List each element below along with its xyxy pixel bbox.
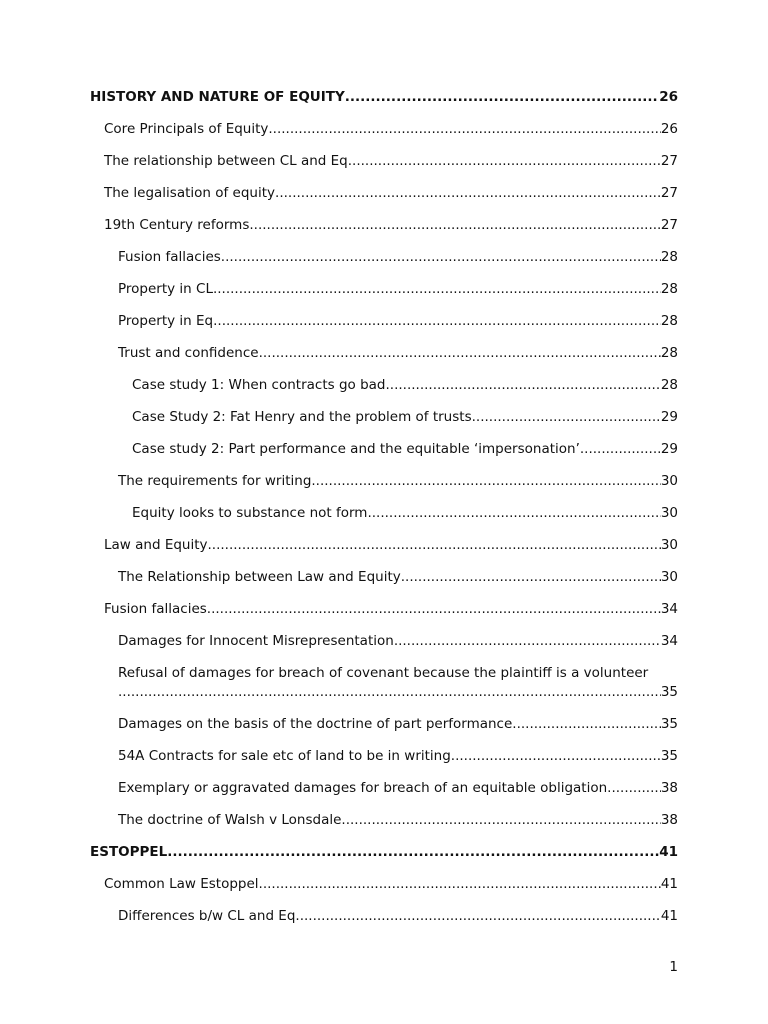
- toc-leader-dots: [607, 779, 661, 798]
- toc-entry-label: Differences b/w CL and Eq: [118, 908, 296, 924]
- toc-entry-page: 28: [660, 249, 678, 265]
- toc-entry-label: The doctrine of Walsh v Lonsdale: [118, 812, 342, 828]
- toc-entry-label: Refusal of damages for breach of covenant because the plaintiff is a volunteer: [118, 665, 649, 681]
- toc-entry-label: Exemplary or aggravated damages for breach of an equitable obligation: [118, 780, 608, 796]
- toc-entry-label: Property in Eq: [118, 313, 214, 329]
- toc-leader-dots: [275, 184, 661, 203]
- toc-entry[interactable]: [90, 664, 678, 702]
- toc-leader-dots: [118, 683, 661, 702]
- toc-entry[interactable]: [90, 120, 678, 139]
- toc-entry[interactable]: [90, 280, 678, 299]
- toc-entry[interactable]: [90, 152, 678, 171]
- toc-leader-dots: [295, 907, 660, 926]
- toc-entry-label: Equity looks to substance not form: [132, 505, 368, 521]
- toc-entry[interactable]: [90, 88, 678, 107]
- toc-entry-label: Case study 1: When contracts go bad: [132, 377, 386, 393]
- toc-entry[interactable]: [90, 843, 678, 862]
- toc-entry[interactable]: [90, 747, 678, 766]
- toc-leader-dots: [367, 504, 660, 523]
- toc-entry-label: Common Law Estoppel: [104, 876, 259, 892]
- toc-entry-label: Law and Equity: [104, 537, 208, 553]
- toc-leader-dots: [472, 408, 661, 427]
- toc-leader-dots: [259, 875, 661, 894]
- toc-leader-dots: [213, 280, 661, 299]
- toc-leader-dots: [208, 536, 661, 555]
- toc-leader-dots: [311, 472, 660, 491]
- toc-entry-label: The requirements for writing: [118, 473, 312, 489]
- toc-entry-label: ESTOPPEL: [90, 844, 168, 860]
- toc-entry-label: 19th Century reforms: [104, 217, 250, 233]
- toc-entry-label: Core Principals of Equity: [104, 121, 269, 137]
- toc-entry-page: 38: [660, 812, 678, 828]
- toc-entry-label: HISTORY AND NATURE OF EQUITY: [90, 89, 345, 105]
- toc-entry[interactable]: [90, 344, 678, 363]
- toc-entry-page: 28: [660, 281, 678, 297]
- toc-entry-page: 27: [660, 185, 678, 201]
- toc-entry-label: Fusion fallacies: [118, 249, 221, 265]
- toc-entry-label: Fusion fallacies: [104, 601, 207, 617]
- toc-entry[interactable]: [90, 536, 678, 555]
- toc-leader-dots: [207, 600, 661, 619]
- toc-entry-page: 28: [660, 345, 678, 361]
- toc-entry-page: 30: [660, 537, 678, 553]
- toc-entry[interactable]: [90, 568, 678, 587]
- toc-entry[interactable]: [90, 440, 678, 459]
- toc-entry[interactable]: [90, 504, 678, 523]
- toc-entry[interactable]: [90, 472, 678, 491]
- toc-leader-dots: [451, 747, 661, 766]
- toc-entry-label: 54A Contracts for sale etc of land to be in writing: [118, 748, 451, 764]
- toc-entry-page: 34: [660, 601, 678, 617]
- toc-entry-page: 41: [660, 908, 678, 924]
- toc-entry[interactable]: [90, 811, 678, 830]
- toc-entry-page: 26: [660, 121, 678, 137]
- toc-entry-page: 41: [659, 844, 678, 860]
- toc-leader-dots: [213, 312, 661, 331]
- toc-entry-label: The Relationship between Law and Equity: [118, 569, 401, 585]
- toc-entry[interactable]: [90, 779, 678, 798]
- page-number: 1: [669, 959, 678, 975]
- toc-entry-page: 35: [660, 684, 678, 700]
- toc-entry-page: 27: [660, 217, 678, 233]
- toc-leader-dots: [268, 120, 660, 139]
- toc-entry-page: 35: [660, 748, 678, 764]
- toc-entry-label: Damages for Innocent Misrepresentation: [118, 633, 394, 649]
- toc-leader-dots: [345, 88, 659, 107]
- toc-leader-dots: [394, 632, 661, 651]
- toc-leader-dots: [348, 152, 661, 171]
- toc-entry[interactable]: [90, 875, 678, 894]
- toc-entry-page: 27: [660, 153, 678, 169]
- toc-leader-dots: [341, 811, 660, 830]
- toc-entry-label: The legalisation of equity: [104, 185, 276, 201]
- toc-entry-page: 30: [660, 569, 678, 585]
- toc-leader-dots: [167, 843, 659, 862]
- toc-entry-label: Case Study 2: Fat Henry and the problem of trusts: [132, 409, 472, 425]
- toc-leader-dots: [512, 715, 661, 734]
- toc-entry-page: 29: [660, 441, 678, 457]
- toc-entry-label: The relationship between CL and Eq: [104, 153, 348, 169]
- toc-leader-dots: [580, 440, 661, 459]
- toc-entry-page: 30: [660, 505, 678, 521]
- toc-entry-page: 34: [660, 633, 678, 649]
- toc-entry[interactable]: [90, 600, 678, 619]
- toc-entry-label: Damages on the basis of the doctrine of part performance: [118, 716, 513, 732]
- toc-entry-page: 35: [660, 716, 678, 732]
- toc-entry[interactable]: [90, 907, 678, 926]
- toc-entry[interactable]: [90, 715, 678, 734]
- toc-leader-dots: [259, 344, 661, 363]
- toc-entry[interactable]: [90, 408, 678, 427]
- toc-entry-page: 28: [660, 313, 678, 329]
- toc-entry-page: 29: [660, 409, 678, 425]
- toc-entry[interactable]: [90, 632, 678, 651]
- toc-entry[interactable]: [90, 248, 678, 267]
- toc-entry-page: 38: [660, 780, 678, 796]
- toc-leader-dots: [249, 216, 660, 235]
- toc-entry-page: 28: [660, 377, 678, 393]
- toc-leader-dots: [401, 568, 661, 587]
- toc-leader-dots: [385, 376, 660, 395]
- toc-entry-page: 41: [660, 876, 678, 892]
- toc-entry-page: 30: [660, 473, 678, 489]
- toc-entry[interactable]: [90, 312, 678, 331]
- toc-entry-page: 26: [659, 89, 678, 105]
- toc-entry[interactable]: [90, 376, 678, 395]
- toc-entry-label: Trust and confidence: [118, 345, 259, 361]
- toc-entry-label: Property in CL: [118, 281, 213, 297]
- toc-entry[interactable]: [90, 184, 678, 203]
- toc-leader-dots: [221, 248, 661, 267]
- toc-entry-label: Case study 2: Part performance and the equitable ‘impersonation’: [132, 441, 580, 457]
- toc-entry[interactable]: [90, 216, 678, 235]
